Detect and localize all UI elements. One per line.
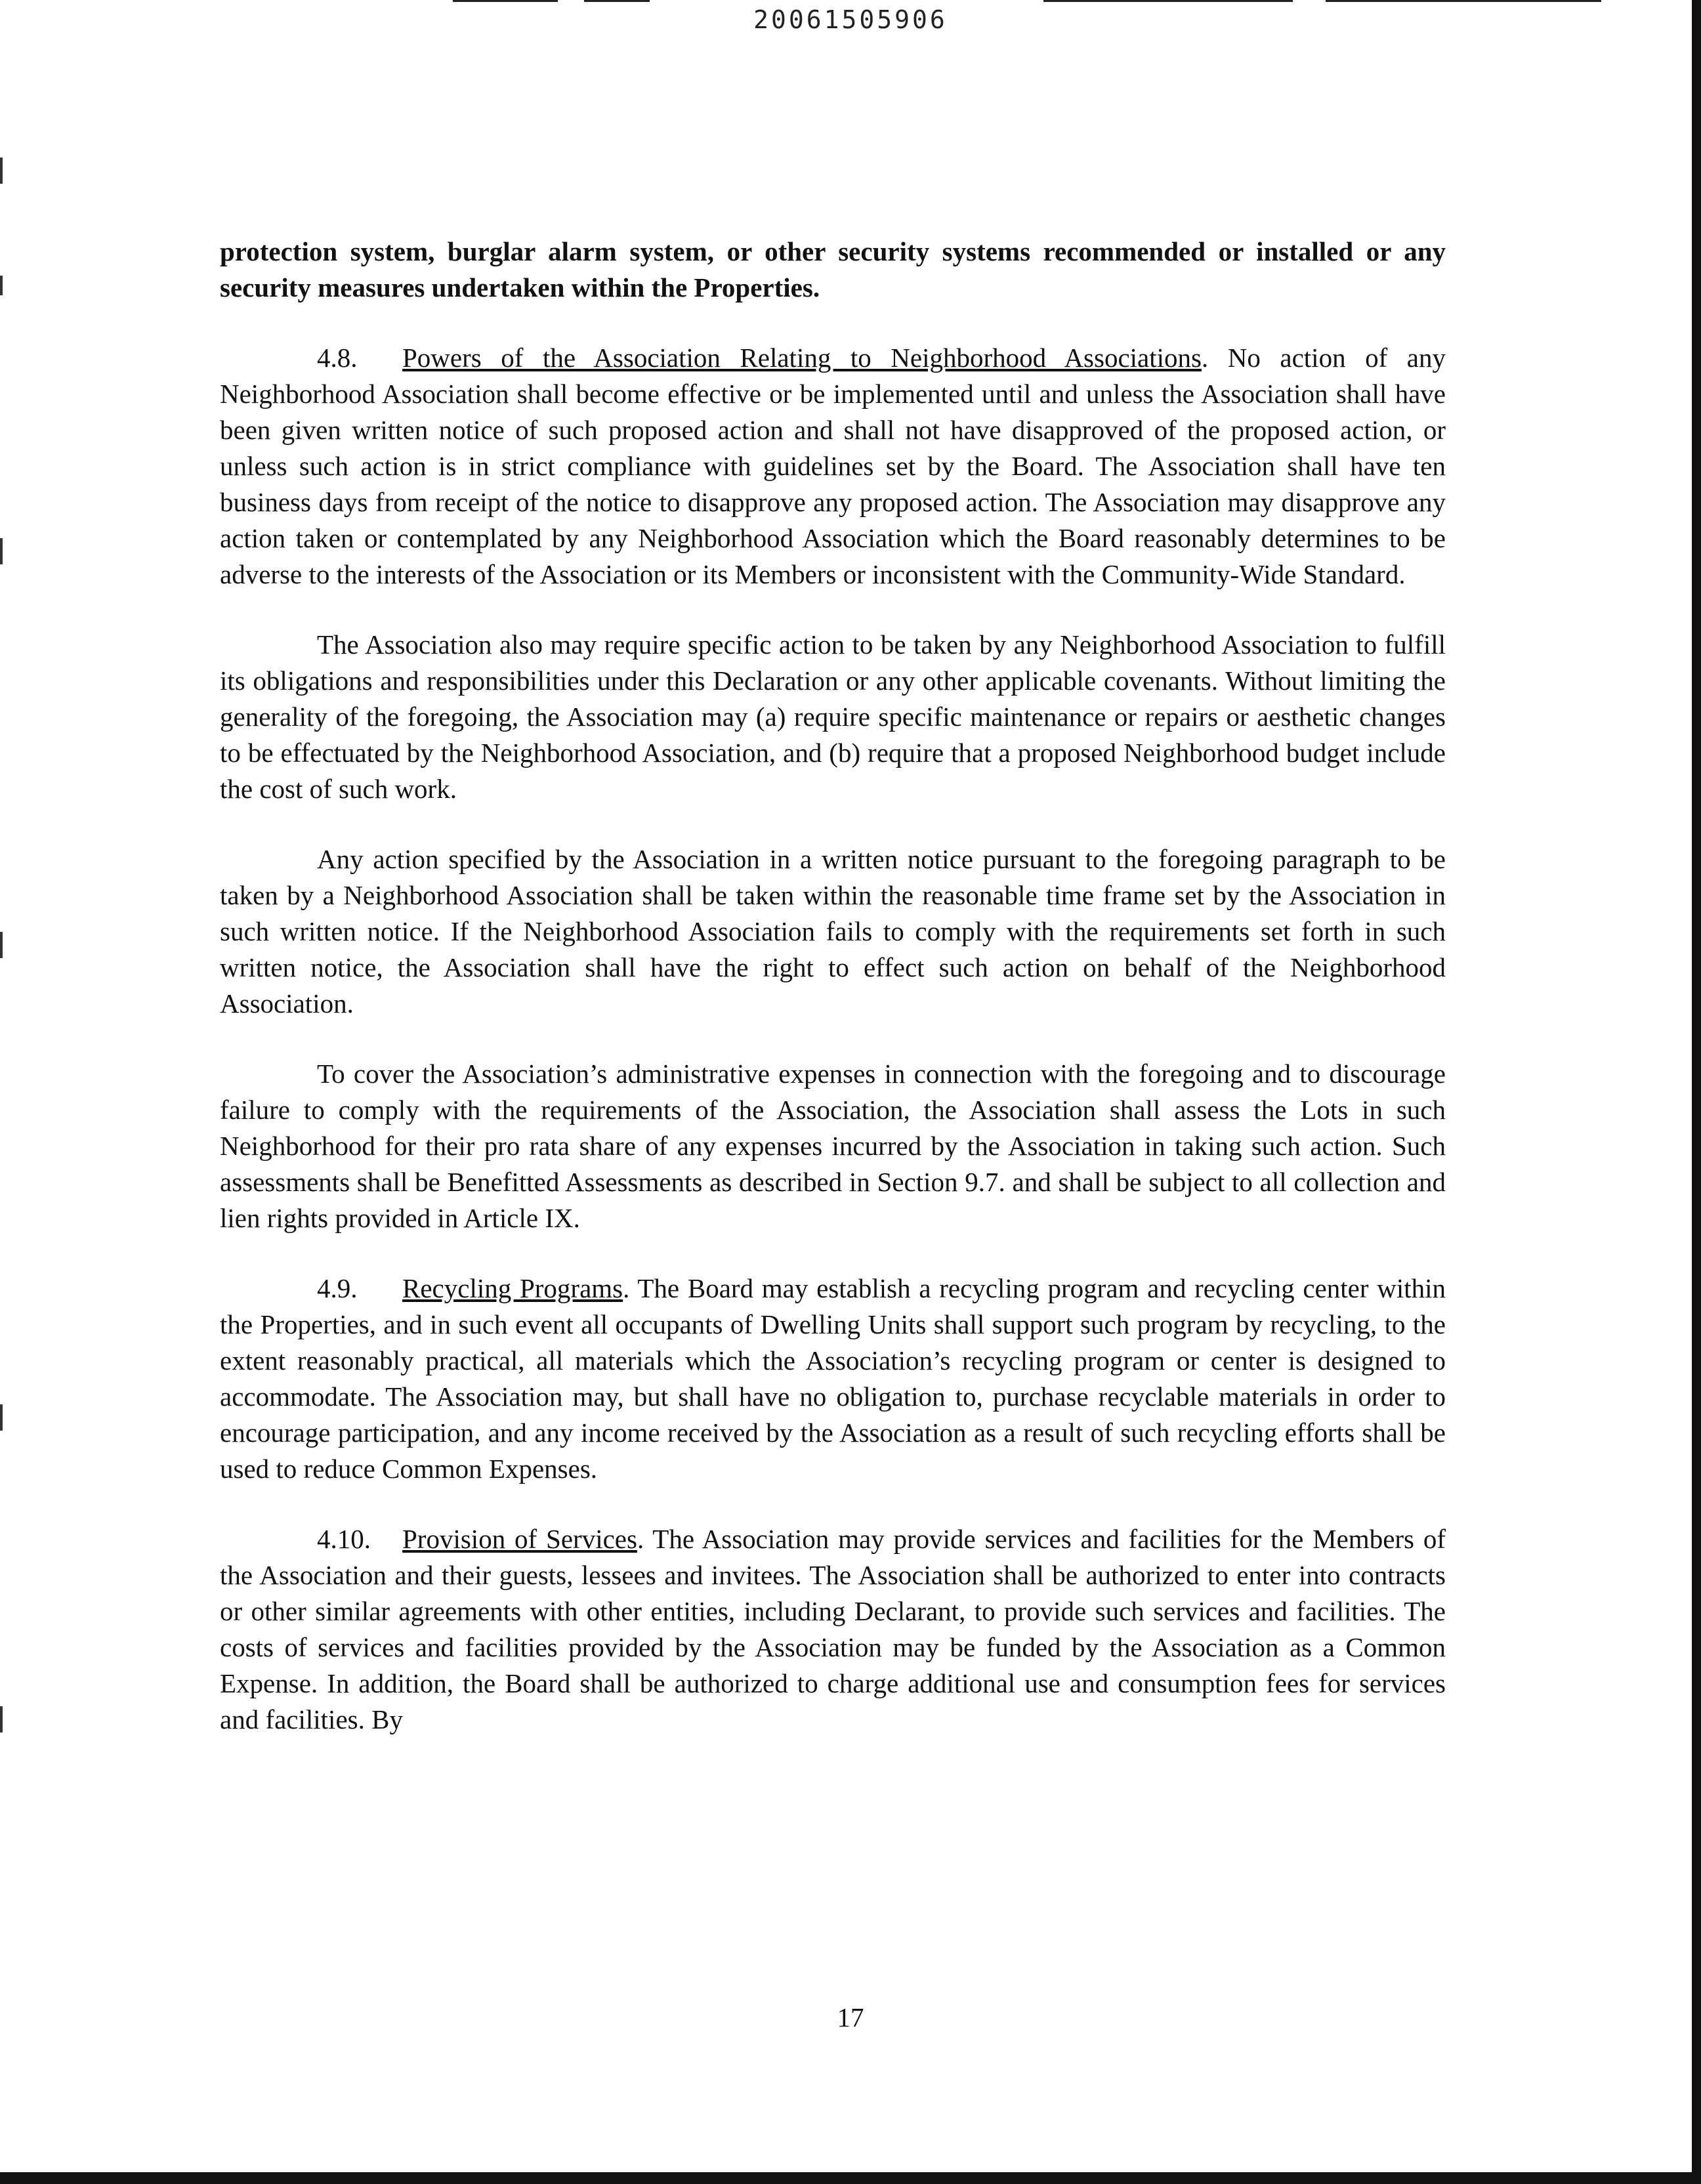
document-number: 20061505906: [753, 5, 948, 34]
scan-edge-mark: [0, 276, 3, 295]
scan-edge-mark: [0, 1706, 3, 1732]
section-number: 4.9.: [317, 1273, 358, 1303]
paragraph-written-notice: Any action specified by the Association in a written notice pursuant to the foregoing paragraph to be taken by a Neighborhood Association shall be taken within the reasonable time frame set by the Association in such written notice. If the Neighborhood Association fails to comply with the requirements set forth in such written notice, the Association shall have the right to effect such action on behalf of the Neighborhood Association.: [220, 844, 1446, 1018]
section-title: Powers of the Association Relating to Neighborhood Associations: [402, 343, 1202, 373]
section-number: 4.10.: [317, 1524, 371, 1554]
section-title: Provision of Services: [402, 1524, 637, 1554]
scan-right-border: [1692, 0, 1701, 2184]
section-4-8: [220, 340, 1446, 593]
scan-edge-mark: [0, 1404, 3, 1431]
section-4-9: [220, 1270, 1446, 1487]
scan-bottom-border: [0, 2172, 1701, 2184]
document-body: [220, 234, 1446, 1772]
paragraph-administrative-expenses: To cover the Association’s administrative expenses in connection with the foregoing and to discourage failure to comply with the requirements of the Association, the Association shall assess the Lots in such Neighborhood for their pro rata share of any expenses incurred by the Association in taking such action. Such assessments shall be Benefitted Assessments as described in Section 9.7. and shall be subject to all collection and lien rights provided in Article IX.: [220, 1059, 1446, 1233]
paragraph-specific-action: The Association also may require specific action to be taken by any Neighborhood Association to fulfill its obligations and responsibilities under this Declaration or any other applicable covenants. Without limiting the generality of the foregoing, the Association may (a) require specific maintenance or repairs or aesthetic changes to be effectuated by the Neighborhood Association, and (b) require that a proposed Neighborhood budget include the cost of such work.: [220, 629, 1446, 804]
section-body: . The Board may establish a recycling program and recycling center within the Properties, and in such event all occupants of Dwelling Units shall support such program by recycling, to the extent reasonably practical, all materials which the Association’s recycling program or center is designed to accommodate. The Association may, but shall have no obligation to, purchase recyclable materials in order to encourage participation, and any income received by the Association as a result of such recycling efforts shall be used to reduce Common Expenses.: [220, 1273, 1446, 1484]
section-number: 4.8.: [317, 343, 358, 373]
intro-paragraph: protection system, burglar alarm system, or other security systems recommended or installed or any security measures undertaken within the Properties.: [220, 236, 1446, 303]
section-body: . No action of any Neighborhood Association shall become effective or be implemented until and unless the Association shall have been given written notice of such proposed action and shall not have disapproved of the proposed action, or unless such action is in strict compliance with guidelines set by the Board. The Association shall have ten business days from receipt of the notice to disapprove any proposed action. The Association may disapprove any action taken or contemplated by any Neighborhood Association which the Board reasonably determines to be adverse to the interests of the Association or its Members or inconsistent with the Community-Wide Standard.: [220, 343, 1446, 589]
section-body: . The Association may provide services and facilities for the Members of the Association and their guests, lessees and invitees. The Association shall be authorized to enter into contracts or other similar agreements with other entities, including Declarant, to provide such services and facilities. The costs of services and facilities provided by the Association may be funded by the Association as a Common Expense. In addition, the Board shall be authorized to charge additional use and consumption fees for services and facilities. By: [220, 1524, 1446, 1734]
scan-edge-mark: [0, 158, 3, 184]
section-title: Recycling Programs: [402, 1273, 623, 1303]
section-4-10: [220, 1521, 1446, 1738]
scan-edge-mark: [0, 538, 3, 564]
page-number: 17: [837, 2002, 864, 2032]
scan-edge-mark: [0, 932, 3, 958]
